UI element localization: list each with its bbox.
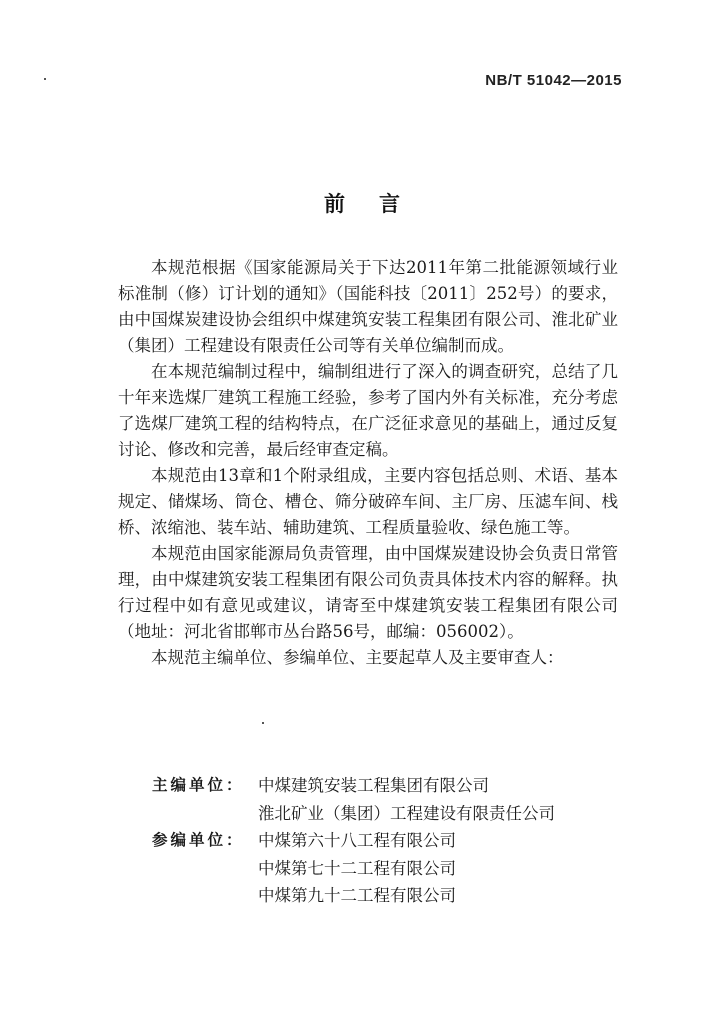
chief-units-row xyxy=(152,772,632,827)
units-intro: 本规范主编单位、参编单位、主要起草人及主要审查人： xyxy=(151,648,564,667)
participating-units-row xyxy=(152,827,632,910)
units-list xyxy=(152,772,632,910)
participating-units-names xyxy=(258,827,456,910)
participating-unit-name: 中煤第六十八工程有限公司 xyxy=(258,831,456,850)
chief-units-names xyxy=(258,772,555,827)
chief-unit-name: 中煤建筑安装工程集团有限公司 xyxy=(258,776,489,795)
paragraph-management: 本规范由国家能源局负责管理，由中国煤炭建设协会负责日常管理，由中煤建筑安装工程集团有限公司负责具体技术内容的解释。执行过程中如有意见或建议，请寄至中煤建筑安装工程集团有限公司（地址：河北省邯郸市丛台路56号，邮编：056002）。 xyxy=(118,544,618,641)
preface-body xyxy=(118,255,618,671)
paragraph-basis: 本规范根据《国家能源局关于下达2011年第二批能源领域行业标准制（修）订计划的通知》（国能科技〔2011〕252号）的要求，由中国煤炭建设协会组织中煤建筑安装工程集团有限公司、淮北矿业（集团）工程建设有限责任公司等有关单位编制而成。 xyxy=(118,258,618,355)
participating-unit-name: 中煤第九十二工程有限公司 xyxy=(258,886,456,905)
chief-units-label: 主编单位： xyxy=(152,776,245,794)
standard-code: NB/T 51042—2015 xyxy=(485,72,622,89)
scan-speck xyxy=(262,722,264,724)
chief-unit-name: 淮北矿业（集团）工程建设有限责任公司 xyxy=(258,803,555,823)
paragraph-contents: 本规范由13章和1个附录组成，主要内容包括总则、术语、基本规定、储煤场、筒仓、槽仓、筛分破碎车间、主厂房、压滤车间、栈桥、浓缩池、装车站、辅助建筑、工程质量验收、绿色施工等。 xyxy=(118,466,618,537)
scan-speck xyxy=(44,78,46,80)
paragraph-process: 在本规范编制过程中，编制组进行了深入的调查研究，总结了几十年来选煤厂建筑工程施工经验，参考了国内外有关标准，充分考虑了选煤厂建筑工程的结构特点，在广泛征求意见的基础上，通过反复讨论、修改和完善，最后经审查定稿。 xyxy=(118,362,618,459)
page-title: 前言 xyxy=(324,192,434,216)
participating-unit-name: 中煤第七十二工程有限公司 xyxy=(258,858,456,878)
participating-units-label: 参编单位： xyxy=(152,831,245,849)
